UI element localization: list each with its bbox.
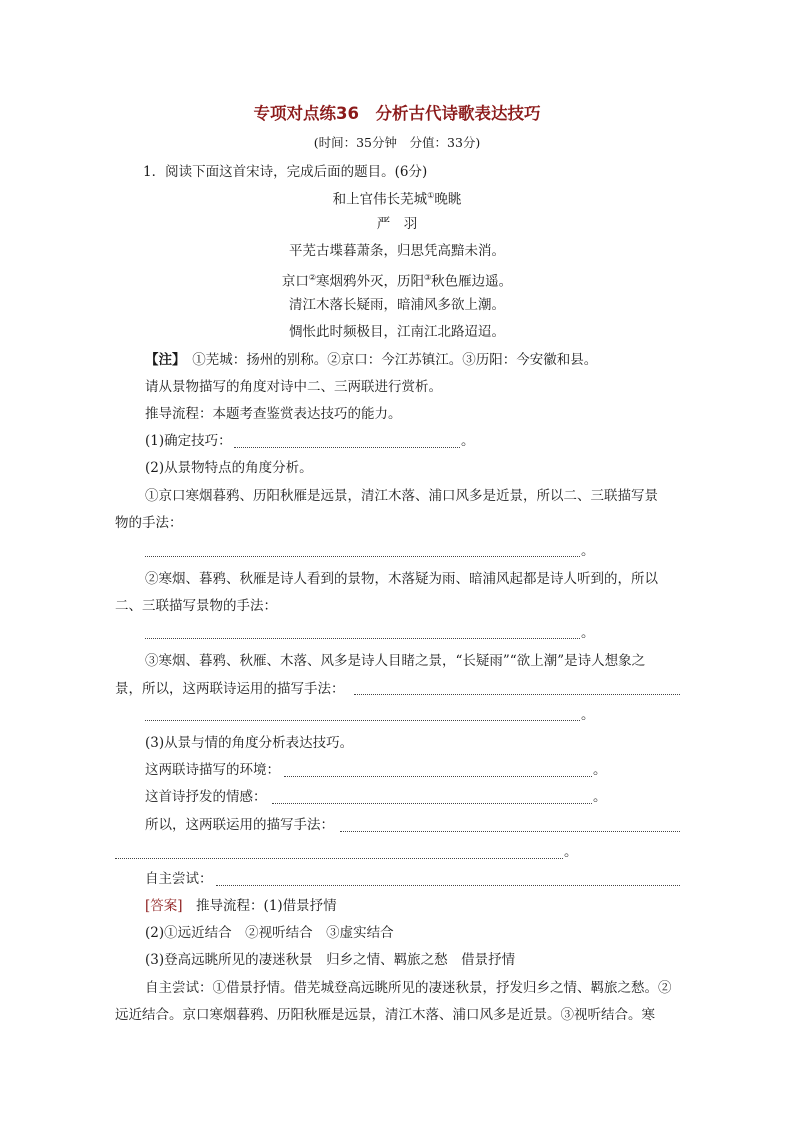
step1-label: (1)确定技巧：: [145, 433, 232, 449]
answer-label: [答案]: [145, 898, 183, 914]
step1-answer-blank[interactable]: [234, 447, 460, 448]
period: 。: [564, 844, 578, 860]
poem-line-1: 平芜古堞暮萧条，归思凭高黯未消。: [289, 243, 505, 259]
step2-2-answer-blank[interactable]: [145, 638, 580, 639]
page-subtitle: (时间：35分钟 分值：33分): [313, 135, 481, 150]
self-try-label: 自主尝试：: [145, 871, 213, 887]
step2-3-line-b: 景，所以，这两联诗运用的描写手法：: [115, 681, 345, 697]
self-try-answer-blank[interactable]: [216, 885, 680, 886]
period: 。: [593, 789, 607, 805]
period: 。: [581, 707, 595, 723]
answer-line-3: (3)登高远眺所见的凄迷秋景 归乡之情、羁旅之愁 借景抒情: [145, 952, 516, 968]
step2-2-line-b: 二、三联描写景物的手法：: [115, 598, 277, 614]
poem-notes: 【注】 ①芜城：扬州的别称。②京口：今江苏镇江。③历阳：今安徽和县。: [145, 352, 598, 368]
poem-title: 和上官伟长芜城①晚眺: [332, 191, 462, 208]
process-intro: 推导流程：本题考查鉴赏表达技巧的能力。: [145, 406, 402, 422]
period: 。: [581, 625, 595, 641]
step2-1-answer-blank[interactable]: [145, 556, 580, 557]
period: 。: [593, 762, 607, 778]
step2-label: (2)从景物特点的角度分析。: [145, 460, 313, 476]
step3-2-answer-blank[interactable]: [272, 803, 592, 804]
step3-3-answer-blank-b[interactable]: [115, 858, 563, 859]
step2-1-line-b: 物的手法：: [115, 515, 183, 531]
answer-line-2: (2)①远近结合 ②视听结合 ③虚实结合: [145, 925, 394, 941]
poem-line-3: 清江木落长疑雨，暗浦风多欲上潮。: [289, 297, 505, 313]
step2-3-answer-blank-a[interactable]: [354, 694, 680, 695]
page-title: 专项对点练36 分析古代诗歌表达技巧: [253, 104, 541, 123]
poem-line-2: 京口②寒烟鸦外灭，历阳③秋色雁边遥。: [281, 273, 513, 290]
step3-1-label: 这两联诗描写的环境：: [145, 762, 280, 778]
poem-author: 严 羽: [376, 216, 418, 232]
step2-1-line-a: ①京口寒烟暮鸦、历阳秋雁是远景，清江木落、浦口风多是近景，所以二、三联描写景: [145, 488, 658, 504]
step3-2-label: 这首诗抒发的情感：: [145, 789, 267, 805]
poem-line-4: 惆怅此时频极目，江南江北路迢迢。: [289, 324, 505, 340]
answer-line-5: 远近结合。京口寒烟暮鸦、历阳秋雁是远景，清江木落、浦口风多是近景。③视听结合。寒: [115, 1007, 655, 1023]
step2-3-answer-blank-b[interactable]: [145, 720, 580, 721]
step2-3-line-a: ③寒烟、暮鸦、秋雁、木落、风多是诗人目睹之景，“长疑雨”“欲上潮”是诗人想象之: [145, 653, 646, 669]
step3-3-label: 所以，这两联运用的描写手法：: [145, 817, 334, 833]
question-intro: 1．阅读下面这首宋诗，完成后面的题目。(6分): [143, 164, 428, 180]
period: 。: [581, 543, 595, 559]
step3-3-answer-blank-a[interactable]: [340, 831, 680, 832]
step2-2-line-a: ②寒烟、暮鸦、秋雁是诗人看到的景物，木落疑为雨、暗浦风起都是诗人听到的，所以: [145, 571, 658, 587]
question-prompt: 请从景物描写的角度对诗中二、三两联进行赏析。: [145, 379, 442, 395]
step3-1-answer-blank[interactable]: [284, 776, 592, 777]
answer-line-4: 自主尝试：①借景抒情。借芜城登高远眺所见的凄迷秋景，抒发归乡之情、羁旅之愁。②: [145, 980, 672, 996]
answer-line-1: [答案] 推导流程：(1)借景抒情: [145, 898, 337, 914]
period: 。: [461, 433, 475, 449]
step3-label: (3)从景与情的角度分析表达技巧。: [145, 735, 354, 751]
